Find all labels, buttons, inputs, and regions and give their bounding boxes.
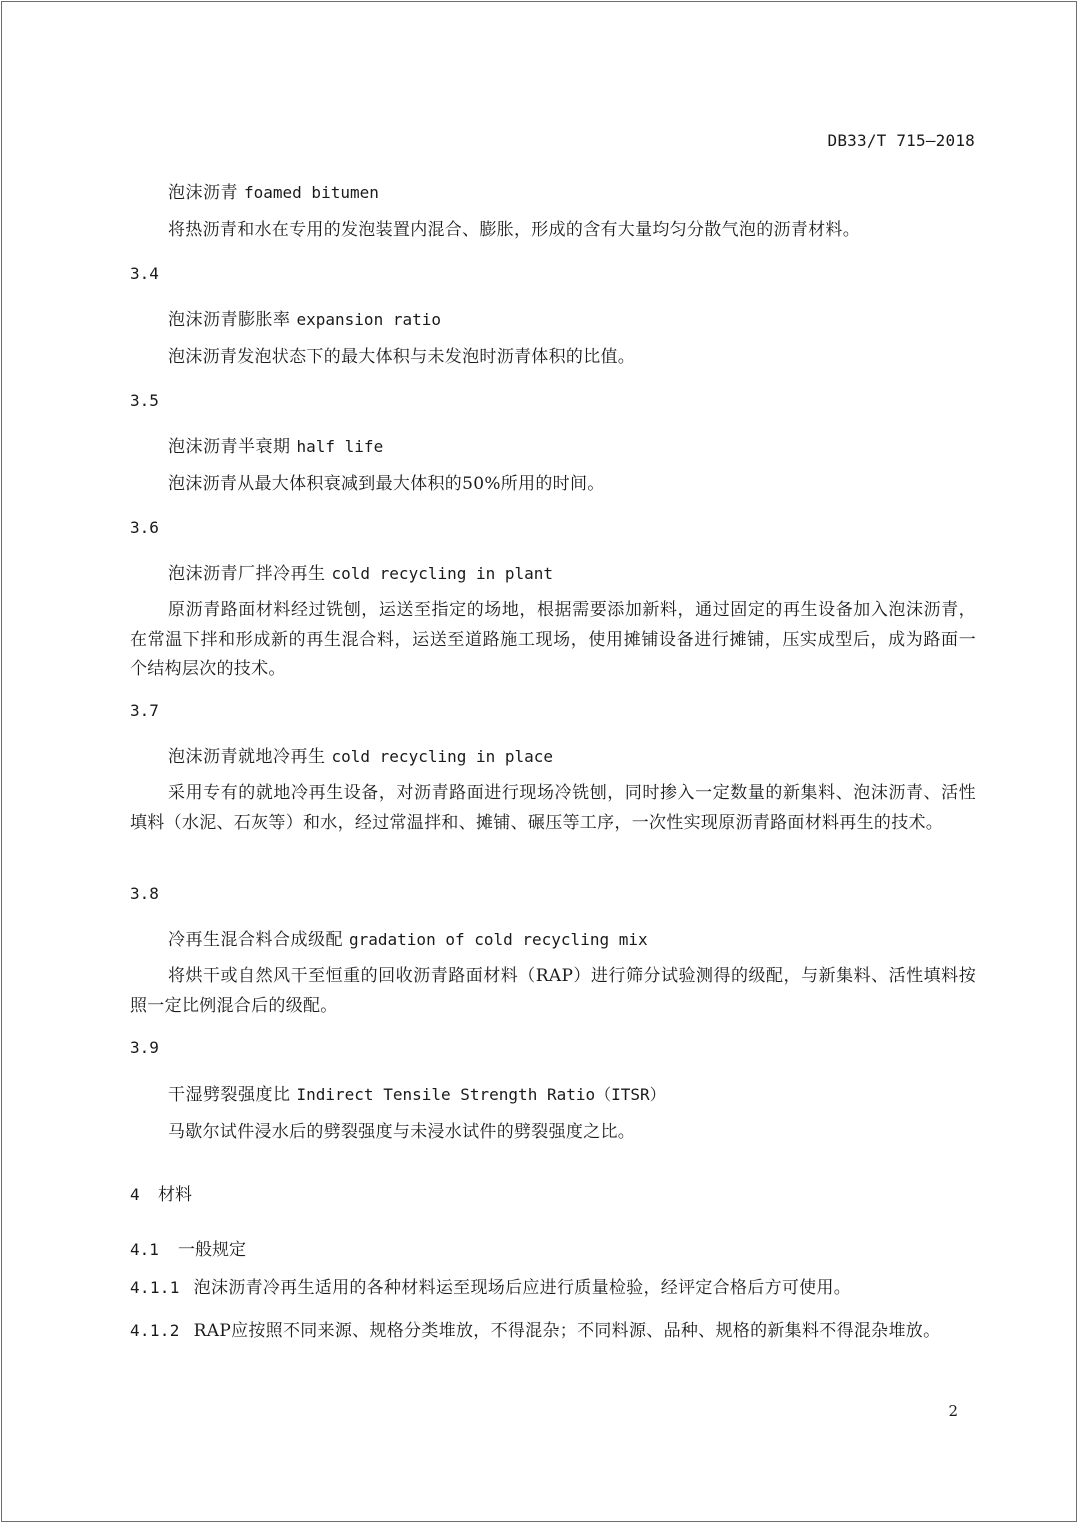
clause-number-3-4: 3.4 — [130, 264, 159, 283]
term-en: expansion ratio — [296, 310, 441, 329]
term-en: cold recycling in plant — [331, 564, 554, 583]
term-foamed-bitumen — [168, 178, 379, 203]
page-number: 2 — [948, 1402, 958, 1420]
definition-expansion-ratio: 泡沫沥青发泡状态下的最大体积与未发泡时沥青体积的比值。 — [168, 347, 636, 367]
clause-number-3-6: 3.6 — [130, 518, 159, 537]
definition-half-life: 泡沫沥青从最大体积衰减到最大体积的50%所用的时间。 — [168, 474, 605, 494]
clause-4-1-2 — [130, 1316, 976, 1347]
clause-text: 泡沫沥青冷再生适用的各种材料运至现场后应进行质量检验，经评定合格后方可使用。 — [193, 1278, 852, 1298]
term-en: gradation of cold recycling mix — [349, 930, 648, 949]
definition-foamed-bitumen: 将热沥青和水在专用的发泡装置内混合、膨胀，形成的含有大量均匀分散气泡的沥青材料。 — [168, 220, 860, 240]
definition-cold-recycling-plant: 原沥青路面材料经过铣刨，运送至指定的场地，根据需要添加新料，通过固定的再生设备加入泡沫沥青，在常温下拌和形成新的再生混合料，运送至道路施工现场，使用摊铺设备进行摊铺，压实成型后，成为路面一个结构层次的技术。 — [130, 600, 976, 679]
clause-number-3-9: 3.9 — [130, 1038, 159, 1057]
term-en: cold recycling in place — [331, 747, 554, 766]
term-en: Indirect Tensile Strength Ratio（ITSR） — [296, 1085, 666, 1104]
term-zh: 泡沫沥青 — [168, 183, 238, 203]
clause-number: 4.1.1 — [130, 1278, 180, 1297]
subsection-heading-general — [130, 1235, 246, 1260]
subsection-title: 一般规定 — [178, 1240, 246, 1260]
clause-number: 4.1.2 — [130, 1321, 180, 1340]
subsection-number: 4.1 — [130, 1240, 159, 1259]
term-zh: 泡沫沥青厂拌冷再生 — [168, 564, 326, 584]
term-expansion-ratio — [168, 305, 441, 330]
term-en: half life — [296, 437, 384, 456]
definition-gradation: 将烘干或自然风干至恒重的回收沥青路面材料（RAP）进行筛分试验测得的级配，与新集料、活性填料按照一定比例混合后的级配。 — [130, 966, 976, 1016]
term-cold-recycling-place — [168, 742, 553, 767]
clause-number-3-7: 3.7 — [130, 701, 159, 720]
section-number: 4 — [130, 1185, 140, 1204]
term-cold-recycling-plant — [168, 559, 553, 584]
term-zh: 冷再生混合料合成级配 — [168, 930, 343, 950]
term-zh: 泡沫沥青膨胀率 — [168, 310, 291, 330]
term-zh: 泡沫沥青就地冷再生 — [168, 747, 326, 767]
section-heading-materials — [130, 1180, 192, 1205]
clause-text: RAP应按照不同来源、规格分类堆放，不得混杂；不同料源、品种、规格的新集料不得混杂堆放。 — [193, 1321, 941, 1341]
term-zh: 干湿劈裂强度比 — [168, 1085, 291, 1105]
term-half-life — [168, 432, 383, 457]
definition-cold-recycling-place: 采用专有的就地冷再生设备，对沥青路面进行现场冷铣刨，同时掺入一定数量的新集料、泡沫沥青、活性填料（水泥、石灰等）和水，经过常温拌和、摊铺、碾压等工序，一次性实现原沥青路面材料再生的技术。 — [130, 783, 976, 833]
clause-number-3-8: 3.8 — [130, 884, 159, 903]
section-title: 材料 — [158, 1185, 192, 1205]
definition-itsr: 马歇尔试件浸水后的劈裂强度与未浸水试件的劈裂强度之比。 — [168, 1122, 636, 1142]
term-gradation — [168, 925, 648, 950]
term-en: foamed bitumen — [244, 183, 379, 202]
clause-4-1-1 — [130, 1273, 976, 1304]
clause-number-3-5: 3.5 — [130, 391, 159, 410]
document-code: DB33/T 715—2018 — [827, 131, 975, 150]
term-itsr — [168, 1080, 666, 1105]
term-zh: 泡沫沥青半衰期 — [168, 437, 291, 457]
